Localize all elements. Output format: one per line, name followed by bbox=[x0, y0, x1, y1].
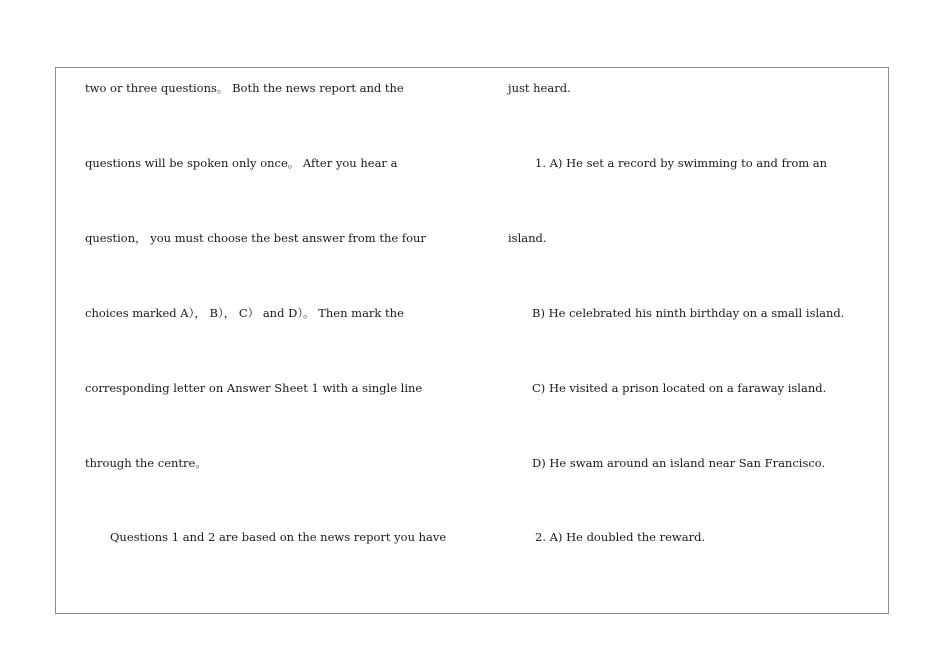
text-line: question， you must choose the best answer from the four bbox=[85, 231, 426, 245]
text-line: just heard. bbox=[508, 81, 571, 95]
question-1-option-c: C) He visited a prison located on a faraway island. bbox=[532, 381, 827, 395]
question-2-option-a: 2. A) He doubled the reward. bbox=[535, 530, 706, 544]
text-line: two or three questions。 Both the news report and the bbox=[85, 81, 404, 95]
question-1-option-d: D) He swam around an island near San Francisco. bbox=[532, 456, 826, 470]
right-column bbox=[508, 68, 888, 613]
question-1-option-b: B) He celebrated his ninth birthday on a small island. bbox=[532, 306, 845, 320]
text-line: questions will be spoken only once。 After you hear a bbox=[85, 156, 398, 170]
question-1-option-a: 1. A) He set a record by swimming to and from an bbox=[535, 156, 828, 170]
text-line: through the centre。 bbox=[85, 456, 207, 470]
text-line: choices marked A）， B）， C） and D）。 Then mark the bbox=[85, 306, 404, 320]
text-line: corresponding letter on Answer Sheet 1 with a single line bbox=[85, 381, 423, 395]
left-column bbox=[85, 68, 505, 613]
text-line: Questions 1 and 2 are based on the news report you have bbox=[110, 530, 447, 544]
text-line: island. bbox=[508, 231, 547, 245]
document-page bbox=[55, 67, 889, 614]
